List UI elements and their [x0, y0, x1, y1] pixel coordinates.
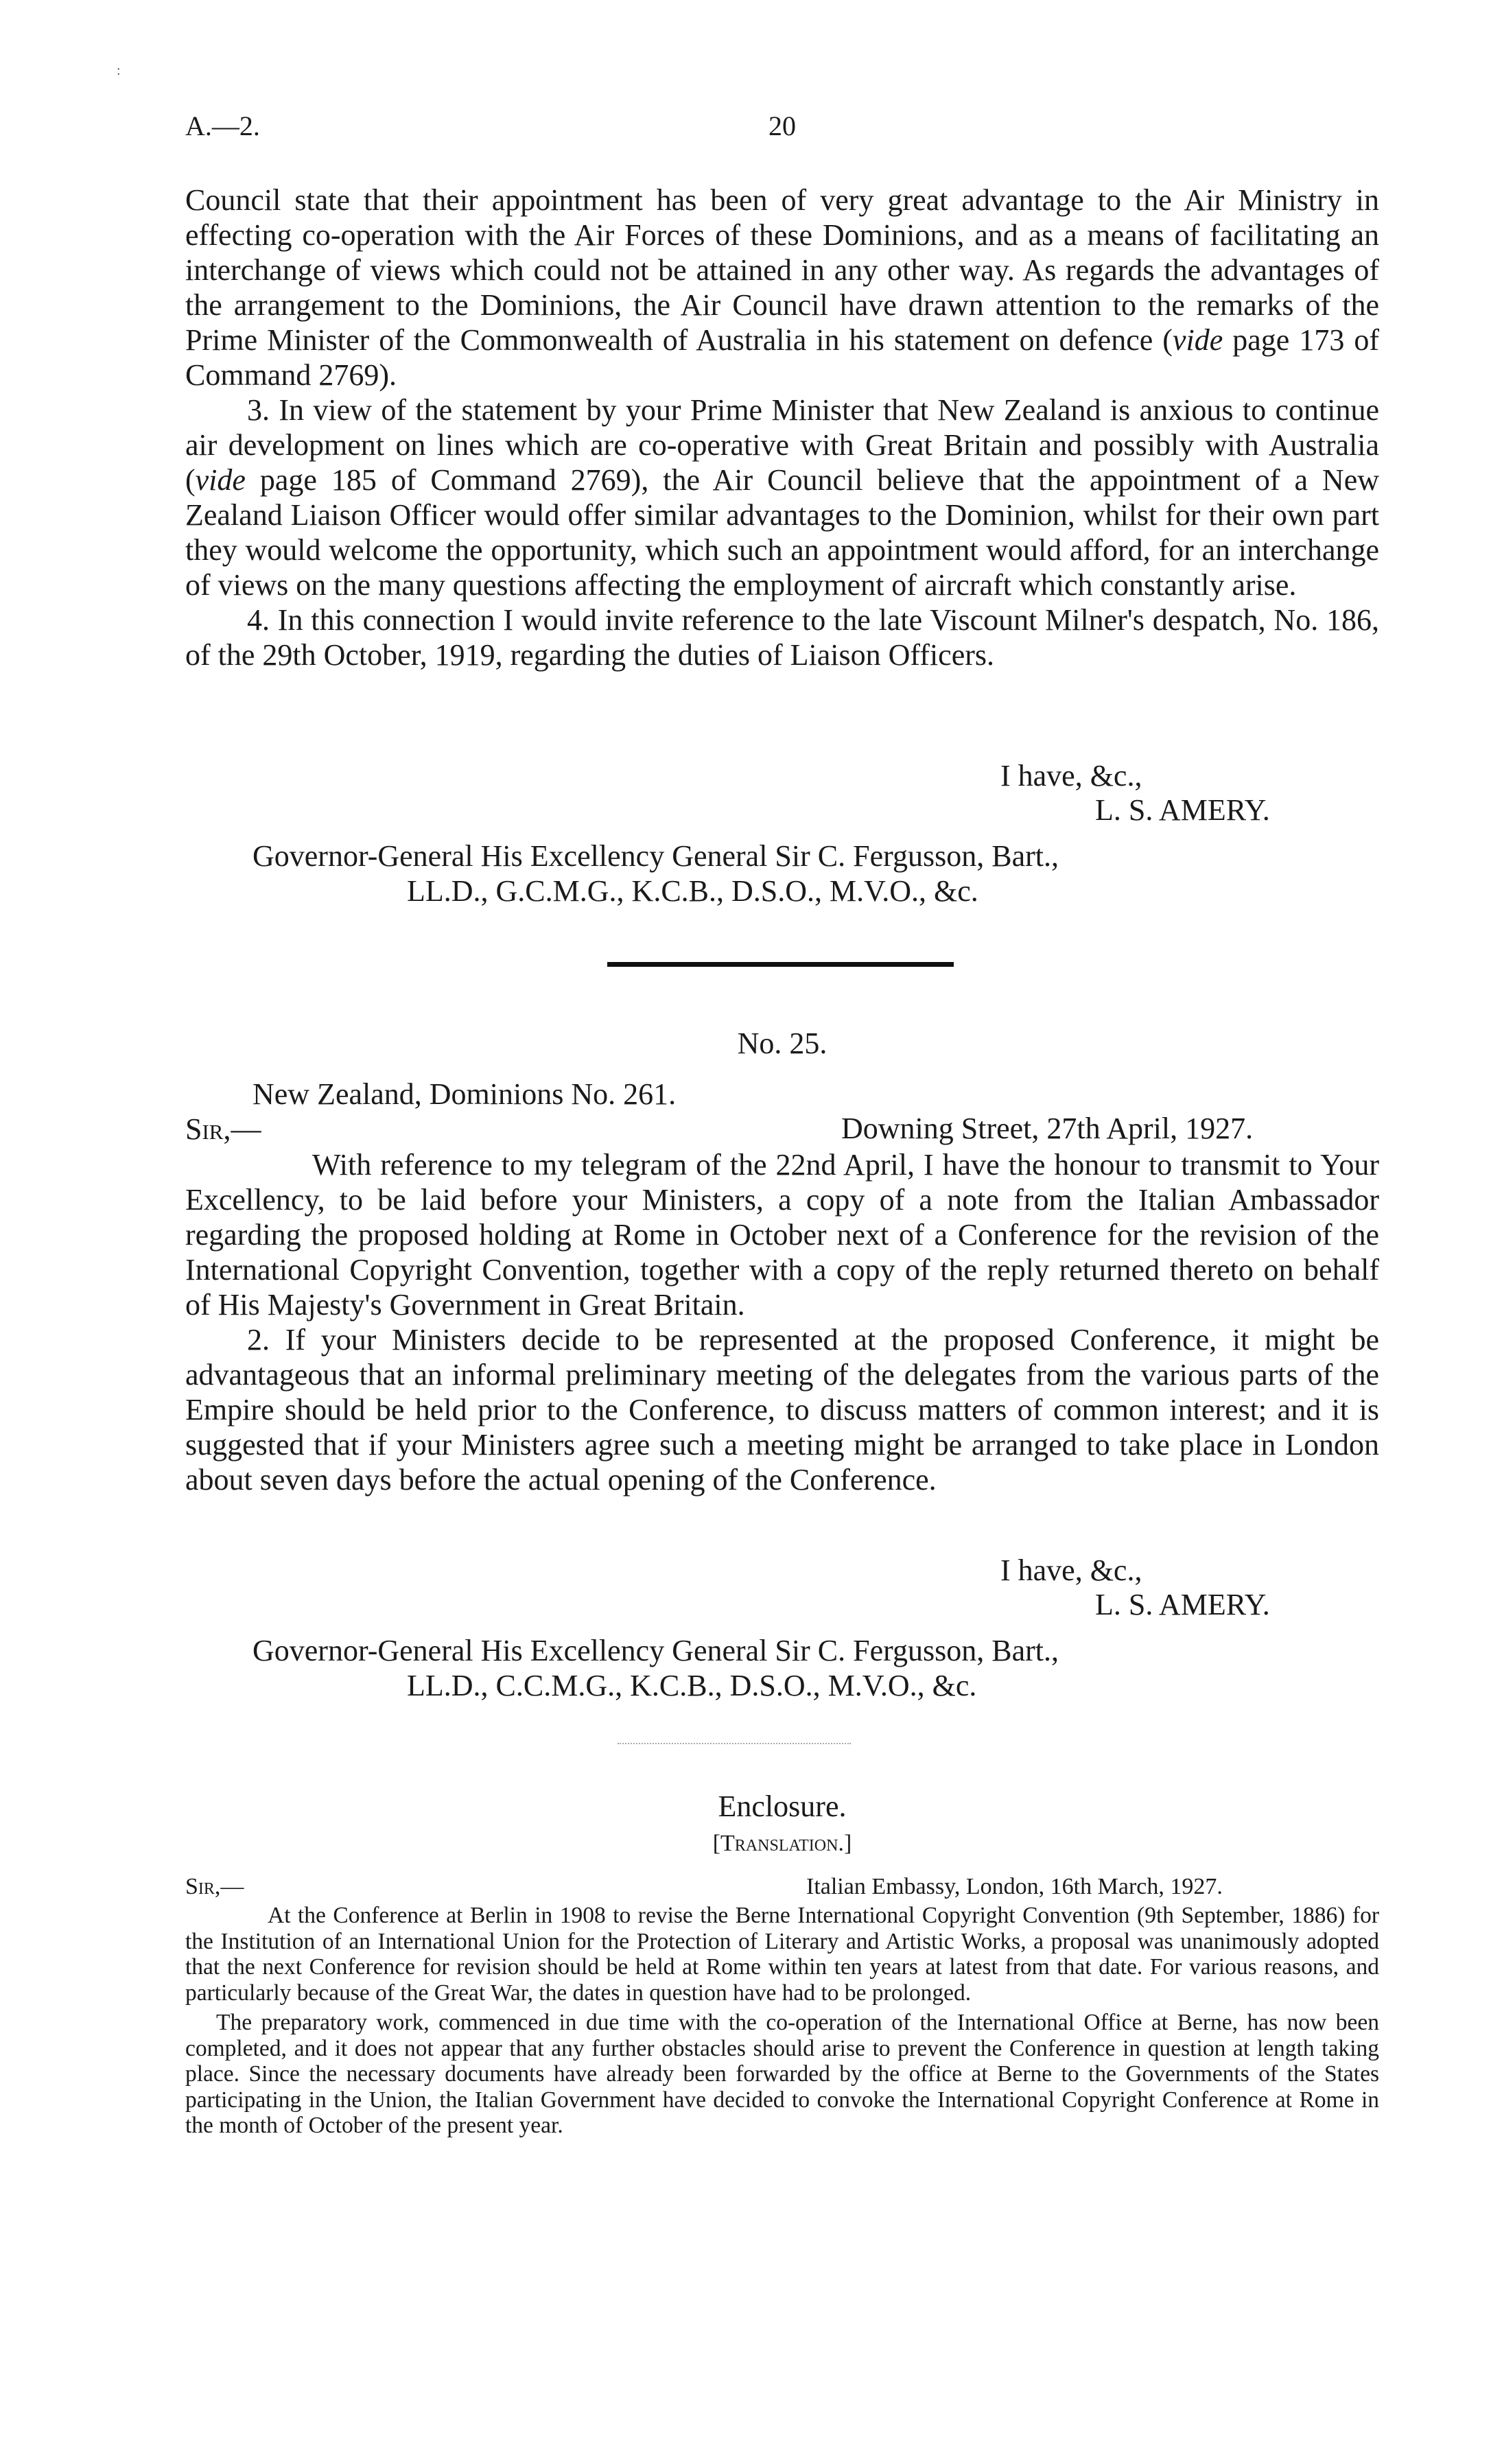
letter1-paragraph-3: 3. In view of the statement by your Prime Minister that New Zealand is anxious to continue air development on lines which are co-operative with Great Britain and possibly with Australia (vide page 185 of Command 2769), the Air Council believe that the appointment of a New Zealand Liaison Officer would offer similar advantages to the Dominion, whilst for their own part they would welcome the opportunity, which such an appointment would afford, for an interchange of views on the many questions affecting the employment of aircraft which constantly arise. — [185, 393, 1379, 602]
page-number: 20 — [768, 110, 796, 141]
letter2-number: No. 25. — [737, 1026, 827, 1060]
letter2-paragraph-1: With reference to my telegram of the 22nd April, I have the honour to transmit to Your Excellency, to be laid before your Ministers, a copy of a note from the Italian Ambassador regarding the proposed holding at Rome in October next of a Conference for the revision of the International Copyright Convention, together with a copy of the reply returned thereto on behalf of His Majesty's Government in Great Britain. — [185, 1148, 1379, 1322]
letter2-salutation: Sir,— — [185, 1112, 261, 1146]
letter1-body — [185, 183, 1379, 672]
letter1-addressee-line1: Governor-General His Excellency General Sir C. Fergusson, Bart., — [253, 839, 1059, 873]
enclosure-place-date: Italian Embassy, London, 16th March, 1927. — [806, 1874, 1223, 1899]
page-header — [185, 110, 1379, 151]
letter1-paragraph-1: Council state that their appointment has been of very great advantage to the Air Ministry in effecting co-operation with the Air Forces of these Dominions, and as a means of facilitating an interchange of views which could not be attained in any other way. As regards the advantages of the arrangement to the Dominions, the Air Council have drawn attention to the remarks of the Prime Minister of the Commonwealth of Australia in his statement on defence (vide page 173 of Command 2769). — [185, 183, 1379, 392]
letter2-body — [185, 1147, 1379, 1497]
letter2-signature: L. S. AMERY. — [1095, 1588, 1270, 1621]
section-divider — [607, 962, 954, 967]
letter1-closing: I have, &c., — [1000, 759, 1142, 793]
letter1-paragraph-4: 4. In this connection I would invite reference to the late Viscount Milner's despatch, No. 186, of the 29th October, 1919, regarding the duties of Liaison Officers. — [185, 603, 1379, 672]
letter2-dominion-reference: New Zealand, Dominions No. 261. — [253, 1077, 677, 1111]
faint-separator — [618, 1743, 851, 1746]
letter1-signature: L. S. AMERY. — [1095, 793, 1270, 827]
margin-mark: : — [117, 63, 121, 78]
letter2-closing: I have, &c., — [1000, 1553, 1142, 1587]
letter1-addressee-line2: LL.D., G.C.M.G., K.C.B., D.S.O., M.V.O., &c. — [407, 874, 978, 908]
letter2-paragraph-2: 2. If your Ministers decide to be represented at the proposed Conference, it might be advantageous that an informal preliminary meeting of the delegates from the various parts of the Empire should be held prior to the Conference, to discuss matters of common interest; and it is suggested that if your Ministers agree such a meeting might be arranged to take place in London about seven days before the actual opening of the Conference. — [185, 1323, 1379, 1497]
enclosure-heading: Enclosure. — [718, 1790, 847, 1823]
enclosure-paragraph-1: At the Conference at Berlin in 1908 to revise the Berne International Copyright Convention (9th September, 1886) for the Institution of an International Union for the Protection of Literary and Artistic Works, a proposal was unanimously adopted that the next Conference for revision should be held at Rome within ten years at latest from that date. For various reasons, and particularly because of the Great War, the dates in question have had to be prolonged. — [185, 1903, 1379, 2006]
letter2-addressee-line2: LL.D., C.C.M.G., K.C.B., D.S.O., M.V.O., &c. — [407, 1669, 977, 1702]
letter2-place-date: Downing Street, 27th April, 1927. — [841, 1112, 1254, 1145]
translation-label: [Translation.] — [712, 1831, 852, 1856]
enclosure-paragraph-2: The preparatory work, commenced in due time with the co-operation of the International Office at Berne, has now been completed, and it does not appear that any further obstacles should arise to prevent the Conference in question at length taking place. Since the necessary documents have already been forwarded by the office at Berne to the Governments of the States participating in the Union, the Italian Government have decided to convoke the International Copyright Conference at Rome in the month of October of the present year. — [185, 2010, 1379, 2138]
letter2-addressee-line1: Governor-General His Excellency General Sir C. Fergusson, Bart., — [253, 1634, 1059, 1667]
enclosure-salutation: Sir,— — [185, 1874, 244, 1899]
enclosure-body — [185, 1903, 1379, 2139]
document-reference: A.—2. — [185, 110, 260, 141]
